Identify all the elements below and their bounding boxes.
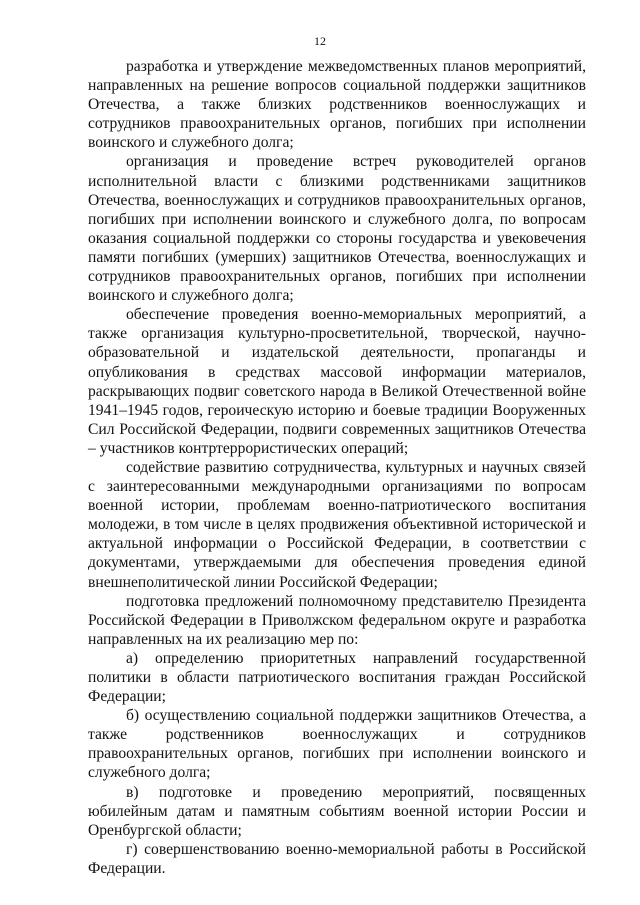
- list-item-a: а) определению приоритетных направлений государственной политики в области патриотического воспитания граждан Российской Федерации;: [88, 649, 586, 706]
- paragraph-memorial-events: обеспечение проведения военно-мемориальных мероприятий, а также организация культурно-просветительной, творческой, научно-образовательной и издательской деятельности, пропаганды и опубликования в средствах массовой информации материалов, раскрывающих подвиг советского народа в Великой Отечественной войне 1941–1945 годов, героическую историю и боевые традиции Вооруженных Сил Российской Федерации, подвиги современных защитников Отечества – участников контртеррористических операций;: [88, 306, 586, 457]
- list-item-b: б) осуществлению социальной поддержки защитников Отечества, а также родственников военнослужащих и сотрудников правоохранительных органов, погибших при исполнении воинского и служебного долга;: [88, 707, 586, 782]
- paragraph-international-cooperation: содействие развитию сотрудничества, культурных и научных связей с заинтересованными международными организациями по вопросам военной истории, проблемам военно-патриотического воспитания молодежи, в том числе в целях продвижения объективной исторической и актуальной информации о Российской Федерации, в соответствии с документами, утверждаемыми для обеспечения проведения единой внешнеполитической линии Российской Федерации;: [88, 458, 586, 591]
- paragraph-proposals-preparation: подготовка предложений полномочному представителю Президента Российской Федерации в Приволжском федеральном округе и разработка направленных на их реализацию мер по:: [88, 592, 586, 648]
- page-number: 12: [314, 34, 326, 48]
- list-item-g: г) совершенствованию военно-мемориальной работы в Российской Федерации.: [88, 840, 586, 877]
- list-item-v: в) подготовке и проведению мероприятий, посвященных юбилейным датам и памятным событиям военной истории России и Оренбургской области;: [88, 783, 586, 839]
- paragraph-meetings-organization: организация и проведение встреч руководителей органов исполнительной власти с близкими родственниками защитников Отечества, военнослужащих и сотрудников правоохранительных органов, погибших при исполнении воинского и служебного долга, по вопросам оказания социальной поддержки со стороны государства и увековечения памяти погибших (умерших) защитников Отечества, военнослужащих и сотрудников правоохранительных органов, погибших при исполнении воинского и служебного долга;: [88, 153, 586, 305]
- paragraph-plans-development: разработка и утверждение межведомственных планов мероприятий, направленных на решение вопросов социальной поддержки защитников Отечества, а также близких родственников военнослужащих и сотрудников правоохранительных органов, погибших при исполнении воинского и служебного долга;: [88, 58, 586, 152]
- document-body: [88, 57, 586, 878]
